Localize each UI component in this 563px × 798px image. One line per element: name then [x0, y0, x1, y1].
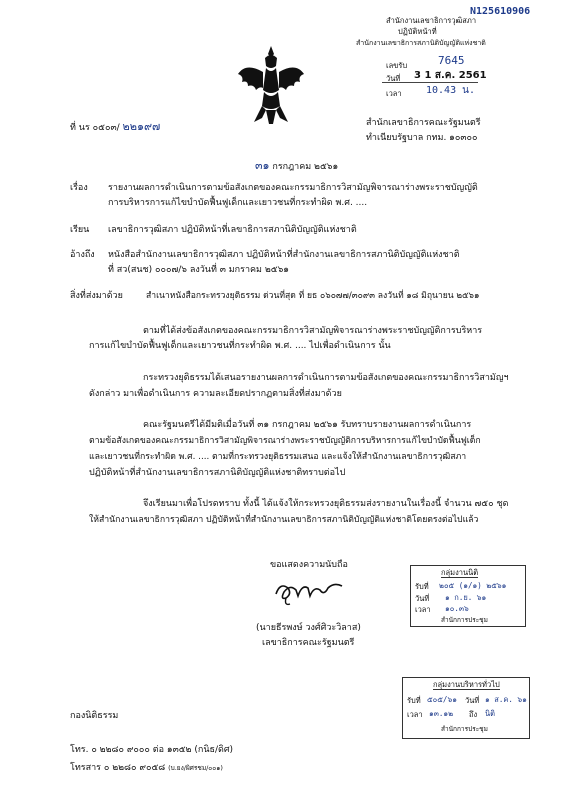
signer-name: (นายธีรพงษ์ วงศ์ศิวะวิลาส) [256, 623, 361, 633]
to-label: เรียน [70, 225, 90, 235]
handwritten-reference-code: N125610906 [470, 6, 531, 17]
stamp-assembly: สำนักงานเลขาธิการสภานิติบัญญัติแห่งชาติ [356, 39, 486, 47]
admin-stamp-date-value: ๑ ส.ค. ๖๑ [485, 695, 527, 704]
signature [270, 574, 350, 610]
garuda-icon [236, 44, 306, 126]
paragraph-2-line-2: ดังกล่าว มาเพื่อดำเนินการ ความละเอียดปรากฏตามสิ่งที่ส่งมาด้วย [89, 389, 342, 399]
footer-fax-number: โทรสาร ๐ ๒๒๘๐ ๙๐๕๘ [70, 763, 166, 773]
document-date-month-year: กรกฎาคม ๒๕๖๑ [272, 162, 339, 172]
reference-number-prefix: ที่ นร ๐๕๐๓/ [70, 123, 120, 133]
paragraph-3-line-4: ปฏิบัติหน้าที่สำนักงานเลขาธิการสภานิติบัญญัติแห่งชาติทราบต่อไป [89, 468, 346, 478]
paragraph-4-line-2: ให้สำนักงานเลขาธิการวุฒิสภา ปฏิบัติหน้าที่สำนักงานเลขาธิการสภานิติบัญญัติแห่งชาติโดยตรงต่อไปแล้ว [89, 515, 479, 525]
law-group-stamp [410, 565, 526, 627]
law-stamp-no-label: รับที่ [415, 582, 429, 591]
law-stamp-title: กลุ่มงานนิติ [441, 568, 479, 577]
admin-stamp-time-label: เวลา [407, 710, 423, 719]
admin-stamp-title: กลุ่มงานบริหารทั่วไป [433, 680, 500, 689]
to-value: เลขาธิการวุฒิสภา ปฏิบัติหน้าที่เลขาธิการสภานิติบัญญัติแห่งชาติ [108, 225, 357, 235]
receipt-stamp [346, 16, 487, 108]
signature-icon [270, 574, 350, 610]
paragraph-3-line-1: คณะรัฐมนตรีได้มีมติเมื่อวันที่ ๓๑ กรกฎาคม ๒๕๖๑ รับทราบรายงานผลการดำเนินการ [143, 420, 472, 430]
sender-address: ทำเนียบรัฐบาล กทม. ๑๐๓๐๐ [366, 133, 478, 143]
paragraph-2-line-1: กระทรวงยุติธรรมได้เสนอรายงานผลการดำเนินการตามข้อสังเกตของคณะกรรมาธิการวิสามัญฯ [143, 373, 509, 383]
admin-stamp-date-label: วันที่ [465, 696, 480, 705]
garuda-emblem [236, 44, 306, 126]
footer-department: กองนิติธรรม [70, 711, 119, 721]
reference-number [70, 121, 160, 134]
footer-telephone: โทร. ๐ ๒๒๘๐ ๙๐๐๐ ต่อ ๑๓๕๒ (กนิธ/ดิศ) [70, 745, 234, 755]
document-date-day: ๓๑ [255, 159, 270, 172]
stamp-divider [382, 82, 478, 83]
paragraph-4-line-1: จึงเรียนมาเพื่อโปรดทราบ ทั้งนี้ ได้แจ้งให้กระทรวงยุติธรรมส่งรายงานในเรื่องนี้ จำนวน ๗๕๐ ชุด [143, 499, 509, 509]
stamp-date-value: 3 1 ส.ค. 2561 [414, 70, 487, 81]
enclosure-value: สำเนาหนังสือกระทรวงยุติธรรม ด่วนที่สุด ที่ ยธ ๐๖๐๗๗/๓๐๙๓ ลงวันที่ ๑๘ มิถุนายน ๒๕๖๑ [146, 291, 480, 301]
subject-label: เรื่อง [70, 183, 88, 193]
document-date [255, 160, 338, 173]
stamp-acting: ปฏิบัติหน้าที่ [398, 27, 437, 36]
subject-line-2: การบริหารการแก้ไขบำบัดฟื้นฟูเด็กและเยาวชนที่กระทำผิด พ.ศ. .... [108, 198, 368, 208]
stamp-office: สำนักงานเลขาธิการวุฒิสภา [386, 16, 477, 25]
stamp-no-label: เลขรับ [386, 61, 408, 70]
sender-office: สำนักเลขาธิการคณะรัฐมนตรี [366, 118, 481, 128]
footer-fax-note: (บ.ยง/ผิศรชม/๐๐๑) [168, 764, 223, 772]
paragraph-1-line-2: การแก้ไขบำบัดฟื้นฟูเด็กและเยาวชนที่กระทำผิด พ.ศ. .... ไปเพื่อดำเนินการ นั้น [89, 341, 391, 351]
admin-stamp-to-label: ถึง [469, 710, 478, 719]
law-stamp-date-value: ๑ ก.ย. ๖๑ [445, 593, 487, 602]
subject-line-1: รายงานผลการดำเนินการตามข้อสังเกตของคณะกรรมาธิการวิสามัญพิจารณาร่างพระราชบัญญัติ [108, 183, 478, 193]
closing-phrase: ขอแสดงความนับถือ [270, 560, 348, 570]
law-stamp-footer: สำนักการประชุม [441, 616, 488, 624]
stamp-time-label: เวลา [386, 89, 402, 98]
admin-stamp-footer: สำนักการประชุม [441, 725, 488, 733]
ref-line-2: ที่ สว(สนช) ๐๐๐๗/๖ ลงวันที่ ๓ มกราคม ๒๕๖๑ [108, 265, 290, 275]
footer-fax [70, 763, 223, 774]
stamp-date-label: วันที่ [386, 74, 401, 83]
reference-number-hand: ๒๒๑๙๗ [122, 120, 161, 133]
law-stamp-no-value: ๒๐๕ (๑/๑) ๒๕๖๑ [439, 581, 507, 590]
admin-stamp-time-value: ๑๓.๑๒ [429, 709, 454, 718]
law-stamp-time-label: เวลา [415, 605, 431, 614]
admin-stamp-to-value: นิติ [485, 709, 495, 718]
signer-title: เลขาธิการคณะรัฐมนตรี [262, 638, 355, 648]
admin-group-stamp [402, 677, 530, 739]
law-stamp-date-label: วันที่ [415, 594, 430, 603]
ref-line-1: หนังสือสำนักงานเลขาธิการวุฒิสภา ปฏิบัติหน้าที่สำนักงานเลขาธิการสภานิติบัญญัติแห่งชาติ [108, 250, 460, 260]
paragraph-1-line-1: ตามที่ได้ส่งข้อสังเกตของคณะกรรมาธิการวิสามัญพิจารณาร่างพระราชบัญญัติการบริหาร [143, 326, 483, 336]
paragraph-3-line-3: และเยาวชนที่กระทำผิด พ.ศ. .... ตามที่กระทรวงยุติธรรมเสนอ และแจ้งให้สำนักงานเลขาธิการวุฒิสภา [89, 452, 467, 462]
stamp-time-value: 10.43 น. [426, 85, 475, 96]
ref-label: อ้างถึง [70, 250, 95, 260]
admin-stamp-no-value: ๕๐๕/๖๑ [427, 695, 457, 704]
admin-stamp-no-label: รับที่ [407, 696, 421, 705]
enclosure-label: สิ่งที่ส่งมาด้วย [70, 291, 123, 301]
law-stamp-time-value: ๑๐.๓๖ [445, 604, 469, 613]
stamp-no-value: 7645 [438, 54, 465, 67]
paragraph-3-line-2: ตามข้อสังเกตของคณะกรรมาธิการวิสามัญพิจารณาร่างพระราชบัญญัติการบริหารการแก้ไขบำบัดฟื้นฟูเด็ก [89, 436, 481, 446]
